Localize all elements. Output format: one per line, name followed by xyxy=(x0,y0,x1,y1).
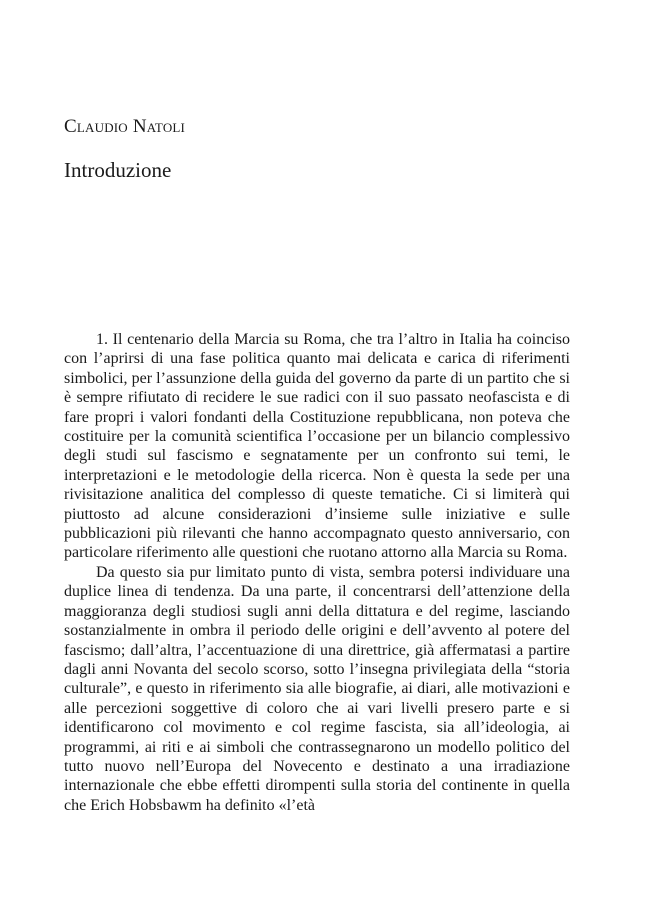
chapter-title: Introduzione xyxy=(64,158,172,182)
author-name: Claudio Natoli xyxy=(64,116,186,137)
body-text xyxy=(64,330,570,815)
paragraph: Da questo sia pur limitato punto di vista, sembra potersi individuare una duplice linea di tendenza. Da una parte, il concentrarsi dell’attenzione della maggioranza degli studiosi sugli anni della dittatura e del regime, lasciando sostanzialmente in ombra il periodo delle origini e dell’avvento al potere del fascismo; dall’altra, l’accentuazione di una direttrice, già affermatasi a partire dagli anni Novanta del secolo scorso, sotto l’insegna privilegiata della “storia culturale”, e questo in riferimento sia alle biografie, ai diari, alle motivazioni e alle percezioni soggettive di coloro che ai vari livelli presero parte e si identificarono col movimento e col regime fascista, sia all’ideologia, ai programmi, ai riti e ai simboli che contrassegnarono un modello politico del tutto nuovo nell’Europa del Novecento e destinato a una irradiazione internazionale che ebbe effetti dirompenti sulla storia del continente in quella che Erich Hobsbawm ha definito «l’età xyxy=(64,563,570,814)
paragraph: 1. Il centenario della Marcia su Roma, che tra l’altro in Italia ha coinciso con l’aprirsi di una fase politica quanto mai delicata e carica di riferimenti simbolici, per l’assunzione della guida del governo da parte di un partito che si è sempre rifiutato di recidere le sue radici con il suo passato neofascista e di fare propri i valori fondanti della Costituzione repubblicana, non poteva che costituire per la comunità scientifica l’occasione per un bilancio complessivo degli studi sul fascismo e segnatamente per un confronto sui temi, le interpretazioni e le metodologie della ricerca. Non è questa la sede per una rivisitazione analitica del complesso di queste tematiche. Ci si limiterà qui piuttosto ad alcune considerazioni d’insieme sulle iniziative e sulle pubblicazioni più rilevanti che hanno accompagnato questo anniversario, con particolare riferimento alle questioni che ruotano attorno alla Marcia su Roma. xyxy=(64,331,570,562)
